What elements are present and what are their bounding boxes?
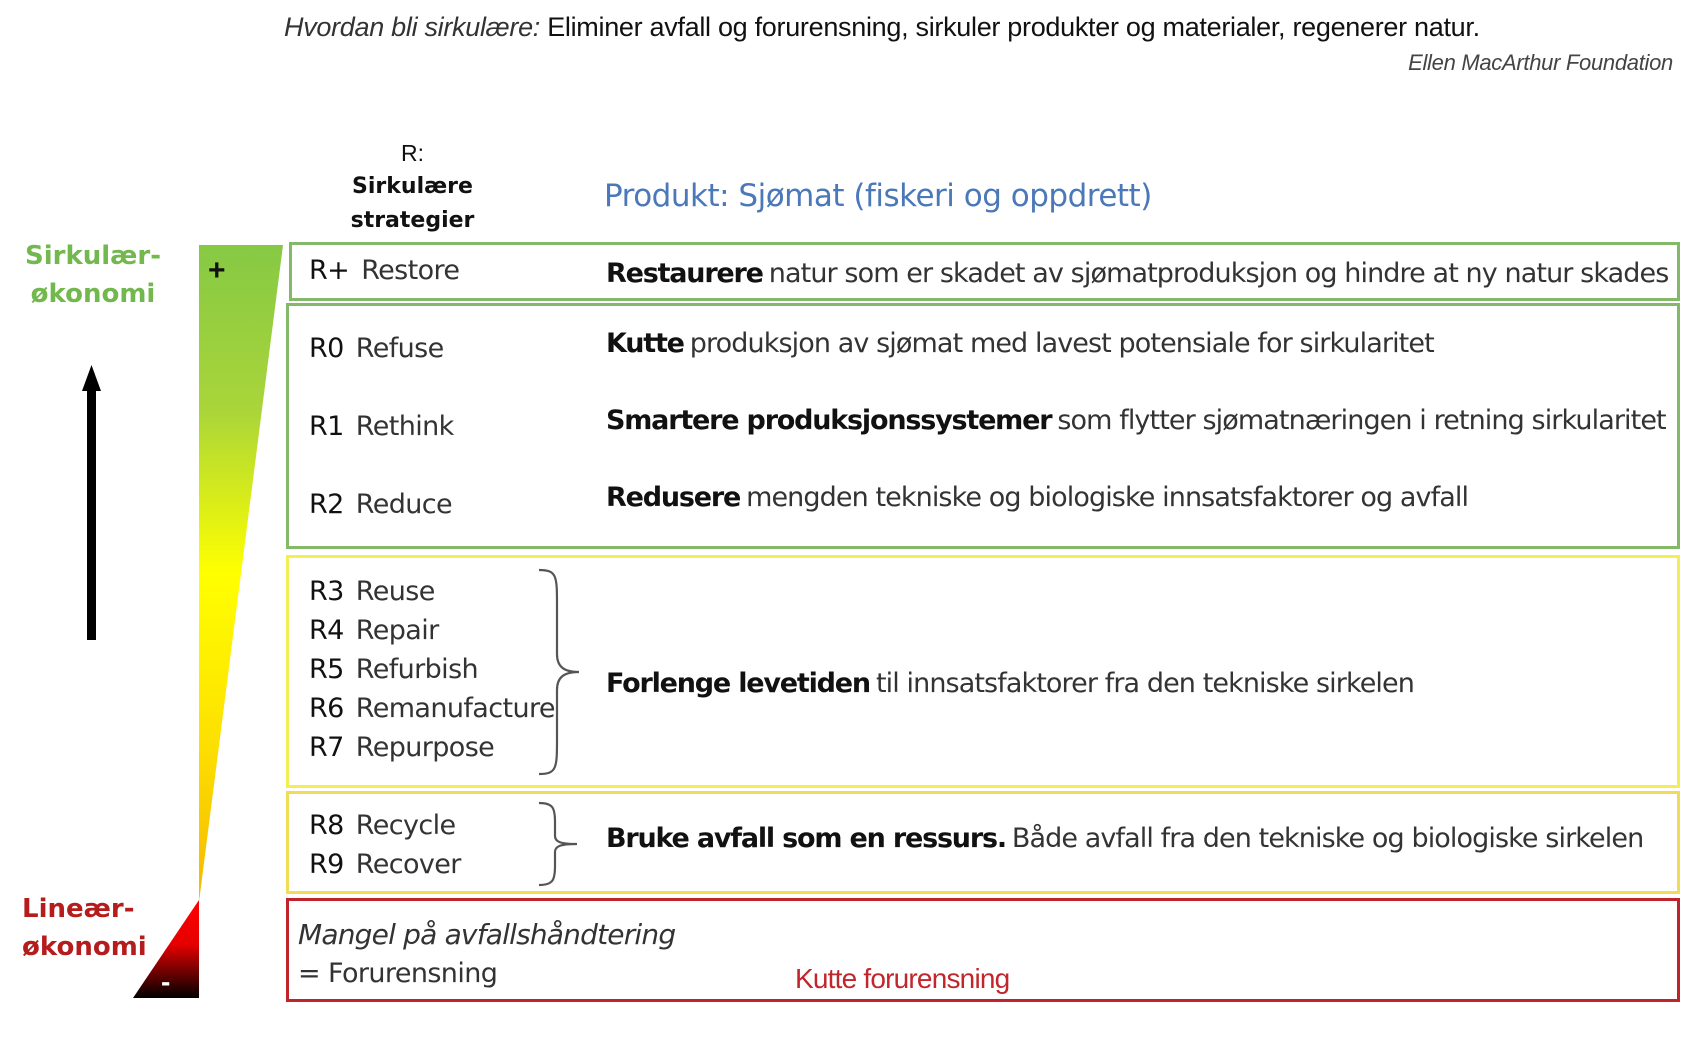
strategy-code: R5 bbox=[309, 654, 344, 685]
strategy-r1 bbox=[309, 411, 454, 442]
description-strong: Smartere produksjonssystemer bbox=[606, 405, 1052, 436]
strategy-code: R7 bbox=[309, 732, 344, 763]
header-statement bbox=[284, 12, 1480, 43]
strategy-r5 bbox=[309, 654, 478, 685]
scale-graphic bbox=[0, 0, 300, 1043]
product-title: Produkt: Sjømat (fiskeri og oppdrett) bbox=[604, 178, 1152, 214]
lack-of-waste-management: Mangel på avfallshåndtering bbox=[298, 918, 676, 951]
brace-icon bbox=[535, 566, 585, 778]
strategy-r2 bbox=[309, 489, 452, 520]
strategy-name: Repair bbox=[355, 615, 439, 646]
minus-icon: - bbox=[161, 966, 171, 997]
attribution: Ellen MacArthur Foundation bbox=[1408, 50, 1673, 75]
strategy-name: Rethink bbox=[355, 411, 454, 442]
circular-label-line1: Sirkulær- bbox=[24, 241, 162, 271]
strategy-name: Remanufacture bbox=[355, 693, 555, 724]
strategy-code: R9 bbox=[309, 849, 344, 880]
up-arrow-icon bbox=[82, 365, 101, 640]
equals-pollution: = Forurensning bbox=[298, 958, 498, 989]
r8-r9-description bbox=[606, 823, 1643, 854]
cut-pollution: Kutte forurensning bbox=[795, 963, 1010, 994]
description-rest: produksjon av sjømat med lavest potensiale for sirkularitet bbox=[689, 328, 1434, 359]
strategy-r6 bbox=[309, 693, 555, 724]
description-strong: Forlenge levetiden bbox=[606, 668, 870, 699]
description-strong: Bruke avfall som en ressurs. bbox=[606, 823, 1006, 854]
r2-description bbox=[606, 482, 1468, 513]
strategy-code: R3 bbox=[309, 576, 344, 607]
description-strong: Restaurere bbox=[606, 258, 763, 289]
strategy-code: R4 bbox=[309, 615, 344, 646]
description-rest: som flytter sjømatnæringen i retning sirkularitet bbox=[1057, 405, 1666, 436]
description-rest: Både avfall fra den tekniske og biologiske sirkelen bbox=[1011, 823, 1644, 854]
strategy-r8 bbox=[309, 810, 456, 841]
gradient-wedge bbox=[199, 245, 283, 902]
restore-description bbox=[606, 258, 1668, 289]
strategy-r4 bbox=[309, 615, 439, 646]
strategy-name: Reuse bbox=[355, 576, 435, 607]
strategy-name: Refuse bbox=[355, 333, 444, 364]
strategy-name: Reduce bbox=[355, 489, 453, 520]
description-rest: mengden tekniske og biologiske innsatsfaktorer og avfall bbox=[746, 482, 1469, 513]
description-rest: til innsatsfaktorer fra den tekniske sirkelen bbox=[875, 668, 1414, 699]
column-header-r: R: bbox=[401, 140, 424, 166]
strategy-code: R0 bbox=[309, 333, 344, 364]
strategy-r3 bbox=[309, 576, 435, 607]
strategy-name: Recycle bbox=[355, 810, 456, 841]
header-lead: Hvordan bli sirkulære: bbox=[284, 12, 540, 42]
strategy-r0 bbox=[309, 333, 444, 364]
strategy-name: Restore bbox=[361, 255, 460, 286]
r3-r7-description bbox=[606, 668, 1414, 699]
linear-label-line2: økonomi bbox=[22, 932, 147, 962]
description-strong: Kutte bbox=[606, 328, 684, 359]
strategies-column-header bbox=[330, 136, 495, 238]
column-header-line3: strategier bbox=[350, 208, 475, 233]
circular-label-line2: økonomi bbox=[30, 279, 156, 309]
header-text: Eliminer avfall og forurensning, sirkuler produkter og materialer, regenerer natur. bbox=[547, 12, 1480, 42]
strategy-code: R1 bbox=[309, 411, 344, 442]
strategy-code: R2 bbox=[309, 489, 344, 520]
strategy-r9 bbox=[309, 849, 461, 880]
strategy-code: R6 bbox=[309, 693, 344, 724]
description-rest: natur som er skadet av sjømatproduksjon og hindre at ny natur skades bbox=[768, 258, 1669, 289]
plus-icon: + bbox=[208, 254, 226, 287]
strategy-r7 bbox=[309, 732, 494, 763]
column-header-line2: Sirkulære bbox=[352, 174, 473, 199]
description-strong: Redusere bbox=[606, 482, 741, 513]
strategy-code: R8 bbox=[309, 810, 344, 841]
strategy-r-plus bbox=[309, 255, 459, 286]
linear-label-line1: Lineær- bbox=[22, 894, 135, 924]
brace-icon bbox=[535, 800, 585, 888]
r1-description bbox=[606, 405, 1666, 436]
strategy-code: R+ bbox=[309, 255, 350, 286]
r0-description bbox=[606, 328, 1434, 359]
strategy-name: Recover bbox=[355, 849, 461, 880]
strategy-name: Refurbish bbox=[355, 654, 479, 685]
strategy-name: Repurpose bbox=[355, 732, 495, 763]
